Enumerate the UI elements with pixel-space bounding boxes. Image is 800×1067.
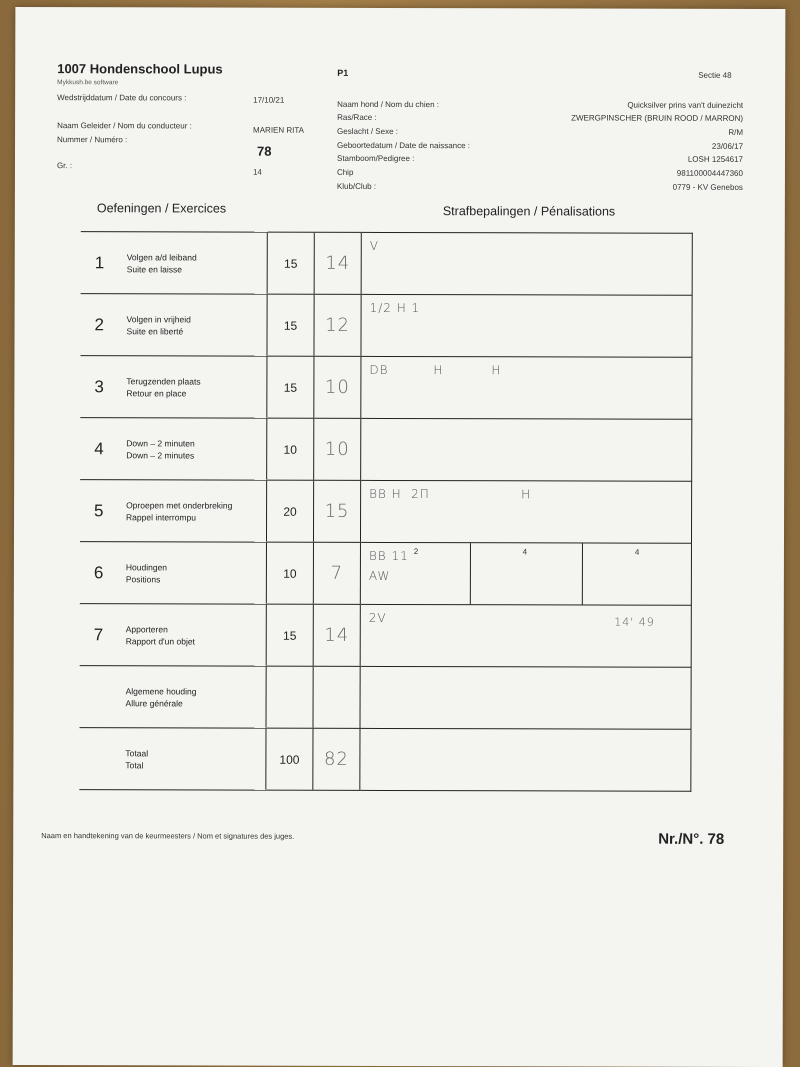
penalty-cell — [360, 604, 691, 667]
awarded-points: 15 — [324, 500, 350, 522]
max-points — [266, 666, 313, 728]
penalty-note: BB H — [369, 486, 402, 502]
awarded-points-cell — [313, 728, 360, 790]
penalty-mark: H — [521, 487, 532, 502]
exercise-name — [126, 561, 167, 585]
exercise-name-fr: Positions — [125, 573, 161, 584]
group-label: Gr. : — [56, 161, 73, 171]
exercise-name-fr: Allure générale — [125, 697, 183, 708]
exercise-row — [80, 542, 692, 606]
penalties-title: Strafbepalingen / Pénalisations — [442, 204, 616, 219]
dog-name-label: Naam hond / Nom du chien : — [337, 99, 439, 110]
section-label: Sectie 48 — [698, 70, 732, 80]
awarded-points: 14 — [324, 624, 350, 646]
exercise-cell — [80, 418, 267, 480]
exercise-name — [127, 313, 191, 337]
exercise-row — [80, 294, 692, 358]
penalty-time: 14' 49 — [614, 615, 655, 629]
handler-value: MARIEN RITA — [253, 125, 305, 135]
exercise-name-fr: Rappel interrompu — [126, 511, 197, 522]
max-points: 10 — [266, 542, 313, 604]
exercise-cell — [80, 604, 267, 666]
exercise-cell — [80, 356, 267, 418]
number-value: 78 — [256, 143, 272, 159]
date-value: 17/10/21 — [253, 95, 285, 105]
pedigree-value: LOSH 1254617 — [687, 154, 744, 164]
penalty-note-2: AW — [368, 568, 391, 583]
sub-cell — [470, 543, 471, 604]
score-sheet — [13, 7, 786, 1067]
exercise-number: 3 — [94, 376, 104, 396]
exercise-row — [80, 356, 692, 420]
exercise-name — [125, 747, 148, 771]
chip-value: 981100004447360 — [676, 168, 743, 178]
software-credit: Mykkush.be software — [57, 79, 119, 87]
sub-value: 4 — [522, 547, 528, 557]
sub-value: 2 — [413, 547, 419, 557]
max-points: 100 — [266, 728, 313, 790]
penalty-cell — [360, 666, 691, 729]
judges-signature-label: Naam en handtekening van de keurmeesters / Nom et signatures des juges. — [41, 831, 295, 841]
group-value: 14 — [252, 167, 262, 177]
penalty-note: 2V — [368, 610, 387, 625]
exercise-number: 6 — [93, 562, 104, 582]
awarded-points-cell — [313, 604, 360, 666]
exercise-name-nl: Down – 2 minuten — [126, 437, 195, 448]
number-label: Nummer / Numéro : — [57, 135, 128, 145]
awarded-points-cell — [313, 542, 360, 604]
penalty-cell — [360, 728, 691, 791]
exercise-number: 1 — [94, 252, 105, 272]
awarded-points-cell — [314, 232, 361, 294]
exercise-name — [126, 437, 195, 461]
penalty-mark: 2Π — [411, 487, 430, 502]
exercise-name-nl: Terugzenden plaats — [126, 375, 201, 386]
exercise-name-nl: Volgen a/d leiband — [126, 251, 197, 262]
exercise-cell — [80, 542, 267, 604]
ring-label: P1 — [337, 67, 349, 78]
exercise-name-nl: Apporteren — [125, 623, 168, 634]
awarded-points-cell — [314, 356, 361, 418]
exercise-name-fr: Rapport d'un objet — [125, 635, 195, 646]
exercise-row — [80, 418, 692, 482]
awarded-points: 82 — [323, 748, 349, 770]
score-table — [79, 231, 692, 792]
penalty-cell — [361, 232, 692, 295]
penalty-cell — [361, 356, 692, 419]
max-points: 15 — [267, 356, 314, 418]
breed-value: ZWERGPINSCHER (BRUIN ROOD / MARRON) — [571, 113, 744, 123]
date-label: Wedstrijddatum / Date du concours : — [57, 93, 187, 103]
sub-cell — [582, 543, 583, 604]
exercise-number: 7 — [93, 624, 104, 644]
exercise-name-fr: Down – 2 minutes — [126, 449, 195, 460]
exercise-row — [79, 666, 691, 730]
exercise-name-nl: Volgen in vrijheid — [126, 313, 191, 324]
exercise-name-fr: Suite en liberté — [126, 325, 184, 336]
max-points: 15 — [266, 604, 313, 666]
penalty-cell — [361, 418, 692, 481]
sex-value: R/M — [728, 127, 744, 137]
exercise-name-fr: Suite en laisse — [126, 263, 183, 274]
exercise-cell — [79, 728, 266, 790]
exercise-name-nl: Oproepen met onderbreking — [126, 499, 233, 511]
penalty-note: BB 11 — [368, 548, 409, 564]
club-label: Klub/Club : — [336, 181, 377, 191]
penalty-cell — [360, 542, 691, 605]
max-points: 10 — [267, 418, 314, 480]
awarded-points-cell — [313, 666, 360, 728]
awarded-points-cell — [313, 480, 360, 542]
exercise-name-nl: Houdingen — [125, 561, 168, 572]
birth-value: 23/06/17 — [711, 141, 744, 151]
max-points: 15 — [267, 294, 314, 356]
awarded-points-cell — [314, 418, 361, 480]
awarded-points: 14 — [325, 252, 351, 274]
exercise-name — [126, 623, 195, 647]
birth-label: Geboortedatum / Date de naissance : — [337, 140, 471, 151]
awarded-points: 12 — [325, 314, 351, 336]
sub-value: 4 — [634, 547, 640, 557]
awarded-points: 10 — [324, 376, 350, 398]
penalty-note: DB — [369, 362, 389, 377]
breed-label: Ras/Race : — [337, 112, 377, 122]
exercise-name-fr: Total — [125, 759, 144, 770]
exercise-cell — [79, 666, 266, 728]
exercise-row — [81, 232, 693, 296]
exercise-number: 2 — [94, 314, 105, 334]
dog-name-value: Quicksilver prins van't duinezicht — [627, 100, 744, 110]
penalty-cell — [361, 294, 692, 357]
max-points: 15 — [267, 232, 314, 294]
exercise-name-nl: Totaal — [125, 747, 149, 758]
school-name: 1007 Hondenschool Lupus — [57, 61, 223, 77]
exercise-row — [80, 604, 692, 668]
exercise-row — [79, 728, 691, 792]
awarded-points: 10 — [324, 438, 350, 460]
max-points: 20 — [266, 480, 313, 542]
exercise-name-fr: Retour en place — [126, 387, 187, 398]
exercise-row — [80, 480, 692, 544]
positions-subgrid — [361, 543, 691, 605]
exercise-name-nl: Algemene houding — [125, 685, 197, 696]
penalty-mark: H — [433, 363, 444, 378]
exercise-name — [127, 251, 197, 275]
exercise-number: 5 — [94, 500, 104, 520]
chip-label: Chip — [336, 167, 354, 177]
awarded-points: 7 — [330, 562, 344, 584]
exercise-name — [126, 375, 200, 399]
exercises-title: Oefeningen / Exercices — [96, 201, 227, 216]
awarded-points-cell — [314, 294, 361, 356]
exercise-name — [126, 685, 197, 709]
exercise-cell — [81, 232, 268, 294]
penalty-cell — [360, 480, 691, 543]
exercise-number: 4 — [94, 438, 104, 458]
penalty-mark: H — [491, 363, 502, 378]
exercise-cell — [80, 294, 267, 356]
club-value: 0779 - KV Genebos — [672, 182, 743, 192]
sex-label: Geslacht / Sexe : — [337, 126, 398, 136]
pedigree-label: Stamboom/Pedigree : — [336, 153, 415, 164]
sheet-number: Nr./N°. 78 — [658, 830, 725, 848]
handler-label: Naam Geleider / Nom du conducteur : — [57, 121, 192, 131]
penalty-note: V — [369, 238, 379, 253]
penalty-note: 1/2 H 1 — [369, 300, 421, 316]
exercise-name — [126, 499, 232, 523]
exercise-cell — [80, 480, 267, 542]
